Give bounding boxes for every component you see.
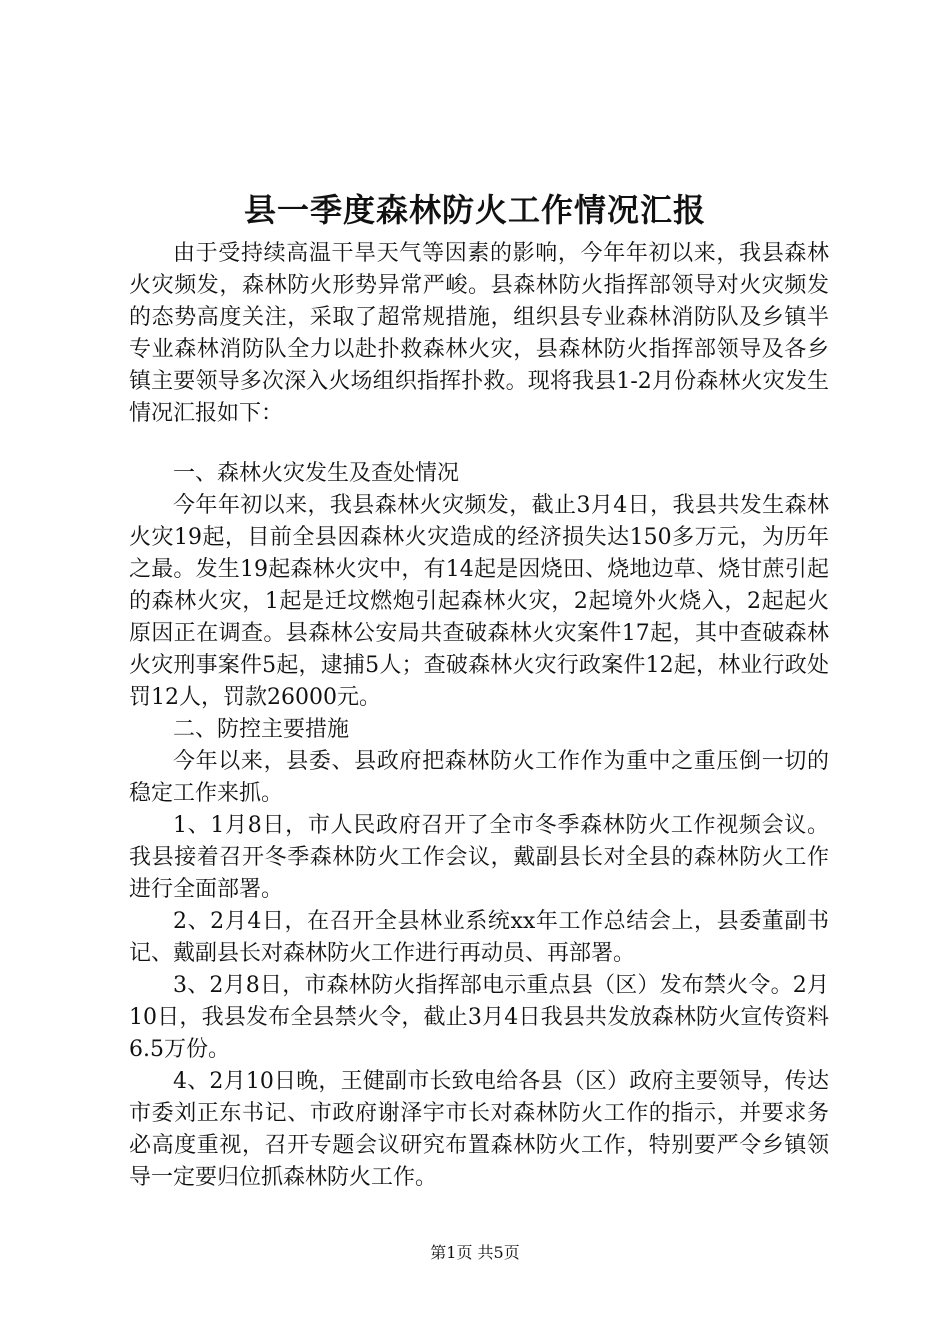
measure-item-1: 1、1月8日，市人民政府召开了全市冬季森林防火工作视频会议。我县接着召开冬季森林防火工作会议，戴副县长对全县的森林防火工作进行全面部署。 bbox=[129, 813, 829, 902]
measure-item-3: 3、2月8日，市森林防火指挥部电示重点县（区）发布禁火令。2月10日，我县发布全县禁火令，截止3月4日我县共发放森林防火宣传资料6.5万份。 bbox=[129, 973, 829, 1062]
measure-item-4: 4、2月10日晚，王健副市长致电给各县（区）政府主要领导，传达市委刘正东书记、市政府谢泽宇市长对森林防火工作的指示，并要求务必高度重视，召开专题会议研究布置森林防火工作，特别要严令乡镇领导一定要归位抓森林防火工作。 bbox=[129, 1069, 829, 1190]
section-1-paragraph: 今年年初以来，我县森林火灾频发，截止3月4日，我县共发生森林火灾19起，目前全县因森林火灾造成的经济损失达150多万元，为历年之最。发生19起森林火灾中，有14起是因烧田、烧地边草、烧甘蔗引起的森林火灾，1起是迁坟燃炮引起森林火灾，2起境外火烧入，2起起火原因正在调查。县森林公安局共查破森林火灾案件17起，其中查破森林火灾刑事案件5起，逮捕5人；查破森林火灾行政案件12起，林业行政处罚12人，罚款26000元。 bbox=[129, 493, 829, 710]
page-footer: 第1页 共5页 bbox=[430, 1243, 520, 1262]
paragraph-gap bbox=[129, 430, 829, 458]
intro-paragraph: 由于受持续高温干旱天气等因素的影响，今年年初以来，我县森林火灾频发，森林防火形势异常严峻。县森林防火指挥部领导对火灾频发的态势高度关注，采取了超常规措施，组织县专业森林消防队及乡镇半专业森林消防队全力以赴扑救森林火灾，县森林防火指挥部领导及各乡镇主要领导多次深入火场组织指挥扑救。现将我县1-2月份森林火灾发生情况汇报如下： bbox=[129, 241, 829, 426]
measure-item-2: 2、2月4日，在召开全县林业系统xx年工作总结会上，县委董副书记、戴副县长对森林防火工作进行再动员、再部署。 bbox=[129, 909, 829, 966]
section-2-intro-paragraph: 今年以来，县委、县政府把森林防火工作作为重中之重压倒一切的稳定工作来抓。 bbox=[129, 749, 829, 806]
section-heading-1: 一、森林火灾发生及查处情况 bbox=[173, 461, 460, 486]
document-body bbox=[129, 238, 829, 1194]
section-heading-2: 二、防控主要措施 bbox=[173, 717, 350, 742]
document-title: 县一季度森林防火工作情况汇报 bbox=[243, 191, 706, 229]
